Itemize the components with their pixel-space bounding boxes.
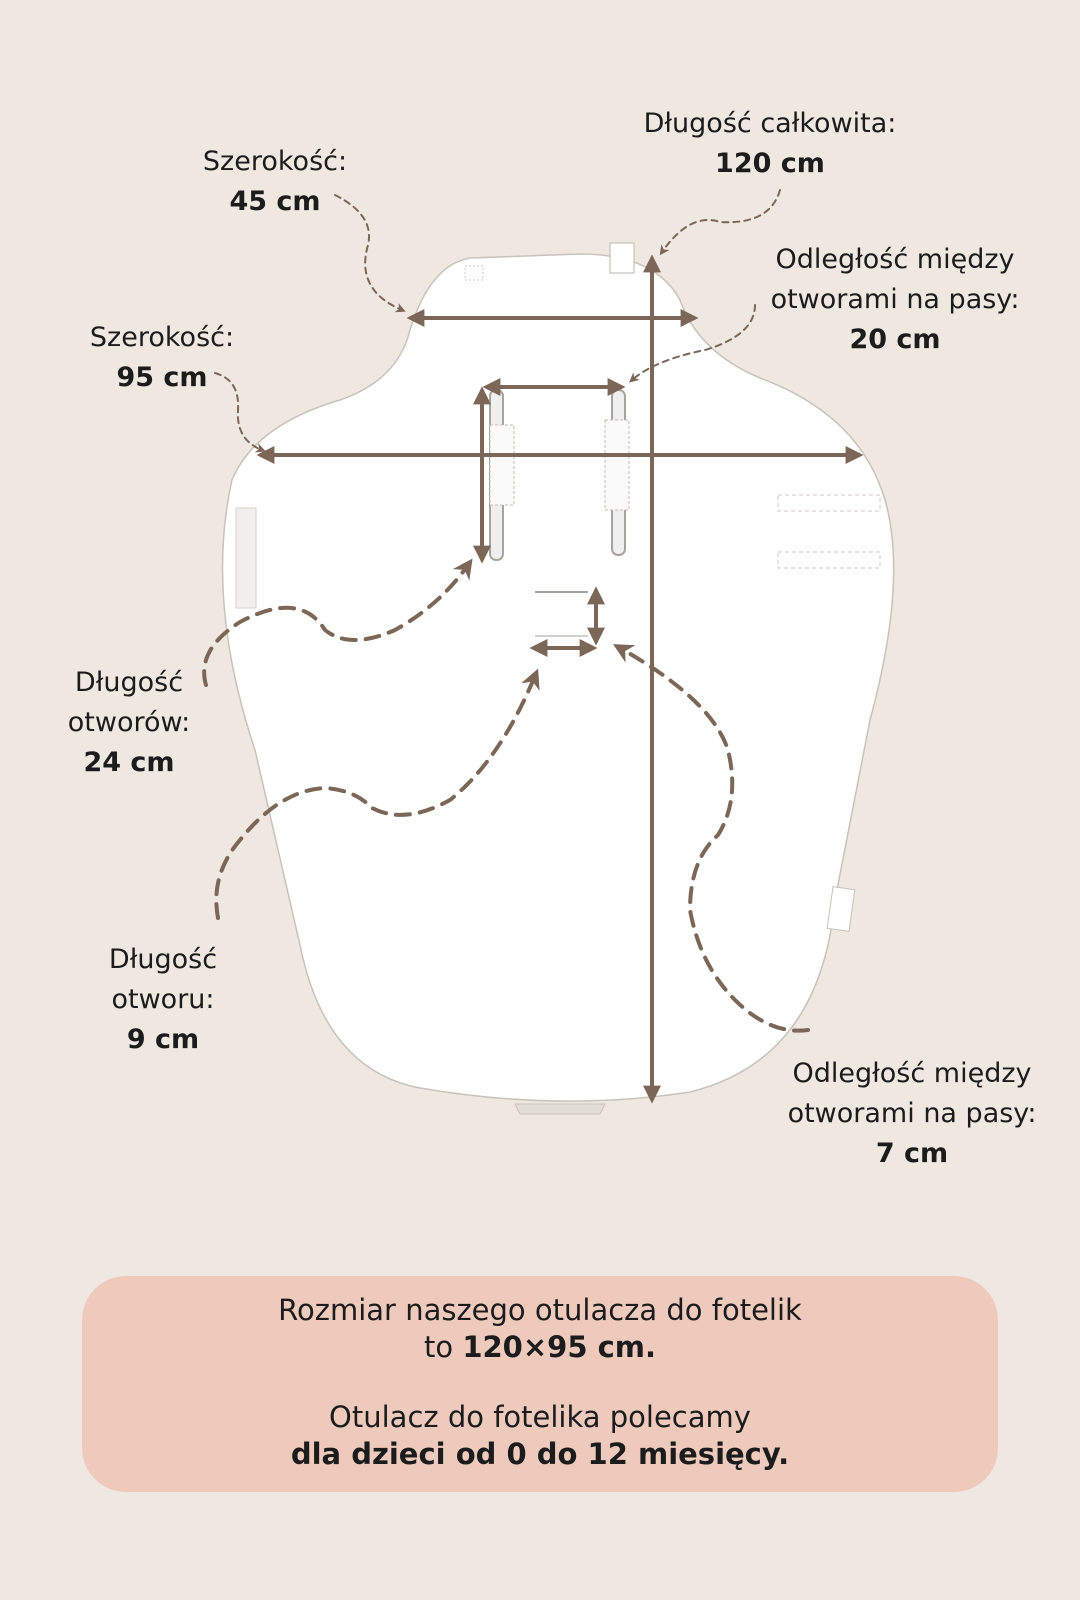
side-velcro-strip: [236, 508, 256, 608]
label-strap-distance-top-value: 20 cm: [849, 324, 941, 355]
info-age-range: dla dzieci od 0 do 12 miesięcy.: [290, 1437, 790, 1471]
info-size-value: 120×95 cm.: [462, 1330, 657, 1364]
label-hole-length-line2: otworu:: [111, 984, 215, 1015]
label-strap-distance-bottom: [762, 1054, 1062, 1174]
label-hole-length-value: 9 cm: [126, 1024, 200, 1055]
label-strap-distance-top: [745, 240, 1045, 360]
label-strap-distance-bottom-line1: Odległość między: [792, 1058, 1032, 1089]
info-line-2-prefix: to: [423, 1330, 463, 1364]
label-width-top: [175, 142, 375, 222]
label-total-length-title: Długość całkowita:: [643, 108, 897, 139]
top-tab: [610, 243, 634, 273]
label-width-middle-title: Szerokość:: [89, 322, 235, 353]
info-line-3: Otulacz do fotelika polecamy: [329, 1400, 751, 1434]
label-width-middle: [62, 318, 262, 398]
label-total-length: [620, 104, 920, 184]
label-holes-length-value: 24 cm: [83, 747, 175, 778]
label-total-length-value: 120 cm: [715, 148, 825, 179]
label-strap-distance-bottom-line2: otworami na pasy:: [787, 1098, 1037, 1129]
label-hole-length-line1: Długość: [108, 944, 218, 975]
car-seat-cover-outline: [223, 254, 894, 1101]
label-strap-distance-bottom-value: 7 cm: [875, 1138, 949, 1169]
label-width-top-title: Szerokość:: [202, 146, 348, 177]
info-line-1: Rozmiar naszego otulacza do fotelik: [278, 1293, 802, 1327]
label-width-top-value: 45 cm: [229, 186, 321, 217]
bottom-tab: [515, 1104, 605, 1114]
label-strap-distance-top-line1: Odległość między: [775, 244, 1015, 275]
info-line-2: [82, 1329, 998, 1366]
label-strap-distance-top-line2: otworami na pasy:: [770, 284, 1020, 315]
info-line-4: [82, 1436, 998, 1473]
label-hole-length: [78, 940, 248, 1060]
label-width-middle-value: 95 cm: [116, 362, 208, 393]
info-box: [82, 1276, 998, 1492]
label-holes-length: [44, 663, 214, 783]
label-holes-length-line1: Długość: [74, 667, 184, 698]
label-holes-length-line2: otworów:: [67, 707, 191, 738]
